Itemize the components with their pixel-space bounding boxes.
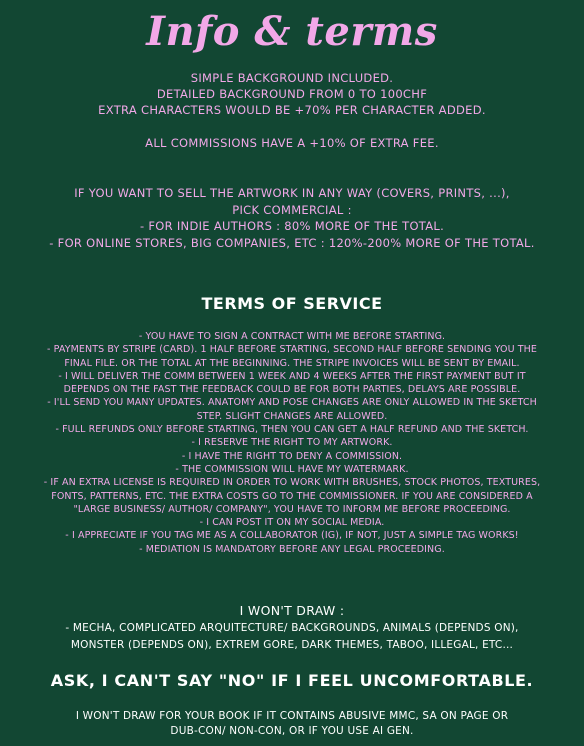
tos-line: - I'LL SEND YOU MANY UPDATES. ANATOMY AND POSE CHANGES ARE ONLY ALLOWED IN THE SKETCH [47,397,537,409]
tos-line: - I APPRECIATE IF YOU TAG ME AS A COLLABORATOR (IG), IF NOT, JUST A SIMPLE TAG WORKS! [65,530,519,542]
tos-line: - YOU HAVE TO SIGN A CONTRACT WITH ME BEFORE STARTING. [138,331,446,342]
fee-line: ALL COMMISSIONS HAVE A +10% OF EXTRA FEE. [145,136,439,150]
ask-statement: ASK, I CAN'T SAY "NO" IF I FEEL UNCOMFORTABLE. [50,671,534,690]
wont-draw-list [6,620,578,654]
pricing-line: SIMPLE BACKGROUND INCLUDED. [190,71,394,85]
tos-line: - PAYMENTS BY STRIPE (CARD). 1 HALF BEFORE STARTING, SECOND HALF BEFORE SENDING YOU THE [47,344,537,356]
tos-line: - I HAVE THE RIGHT TO DENY A COMMISSION. [181,450,403,462]
commercial-line: - FOR INDIE AUTHORS : 80% MORE OF THE TOTAL. [139,219,445,233]
page-title: Info & terms [146,8,438,55]
wont-draw-line: - MECHA, COMPLICATED ARQUITECTURE/ BACKGROUNDS, ANIMALS (DEPENDS ON), [65,622,519,634]
book-restriction-line: I WON'T DRAW FOR YOUR BOOK IF IT CONTAINS ABUSIVE MMC, SA ON PAGE OR [75,710,509,722]
terms-of-service-list [6,330,578,556]
tos-line: "LARGE BUSINESS/ AUTHOR/ COMPANY", YOU HAVE TO INFORM ME BEFORE PROCEEDING. [73,503,511,515]
tos-line: - MEDIATION IS MANDATORY BEFORE ANY LEGAL PROCEEDING. [139,543,445,555]
book-restrictions [6,709,578,739]
commercial-line: PICK COMMERCIAL : [232,202,352,217]
commercial-line: - FOR ONLINE STORES, BIG COMPANIES, ETC : 120%-200% MORE OF THE TOTAL. [49,235,535,250]
pricing-line: DETAILED BACKGROUND FROM 0 TO 100CHF [156,87,428,101]
wont-draw-line: MONSTER (DEPENDS ON), EXTREM GORE, DARK THEMES, TABOO, ILLEGAL, ETC... [70,639,514,651]
commercial-line: IF YOU WANT TO SELL THE ARTWORK IN ANY WAY (COVERS, PRINTS, ...), [74,186,510,200]
pricing-section [6,70,578,118]
tos-line: - I RESERVE THE RIGHT TO MY ARTWORK. [191,437,393,449]
tos-line: - I WILL DELIVER THE COMM BETWEEN 1 WEEK AND 4 WEEKS AFTER THE FIRST PAYMENT BUT IT [58,370,526,382]
pricing-line: EXTRA CHARACTERS WOULD BE +70% PER CHARACTER ADDED. [98,103,486,117]
fee-section [6,135,578,151]
tos-line: - IF AN EXTRA LICENSE IS REQUIRED IN ORDER TO WORK WITH BRUSHES, STOCK PHOTOS, TEXTURES, [43,477,541,489]
tos-line: - FULL REFUNDS ONLY BEFORE STARTING, THEN YOU CAN GET A HALF REFUND AND THE SKETCH. [55,424,529,436]
tos-line: STEP. SLIGHT CHANGES ARE ALLOWED. [196,410,388,422]
tos-line: FINAL FILE. OR THE TOTAL AT THE BEGINNING. THE STRIPE INVOICES WILL BE SENT BY EMAIL. [64,357,520,369]
terms-of-service-heading: TERMS OF SERVICE [201,294,383,313]
book-restriction-line: DUB-CON/ NON-CON, OR IF YOU USE AI GEN. [170,725,414,737]
tos-line: DEPENDS ON THE FAST THE FEEDBACK COULD BE FOR BOTH PARTIES, DELAYS ARE POSSIBLE. [63,384,521,396]
tos-line: - THE COMMISSION WILL HAVE MY WATERMARK. [175,463,409,475]
tos-line: FONTS, PATTERNS, ETC. THE EXTRA COSTS GO TO THE COMMISSIONER. IF YOU ARE CONSIDERED A [51,490,533,502]
wont-draw-heading: I WON'T DRAW : [239,603,345,618]
commercial-section [6,185,578,251]
tos-line: - I CAN POST IT ON MY SOCIAL MEDIA. [199,517,385,529]
